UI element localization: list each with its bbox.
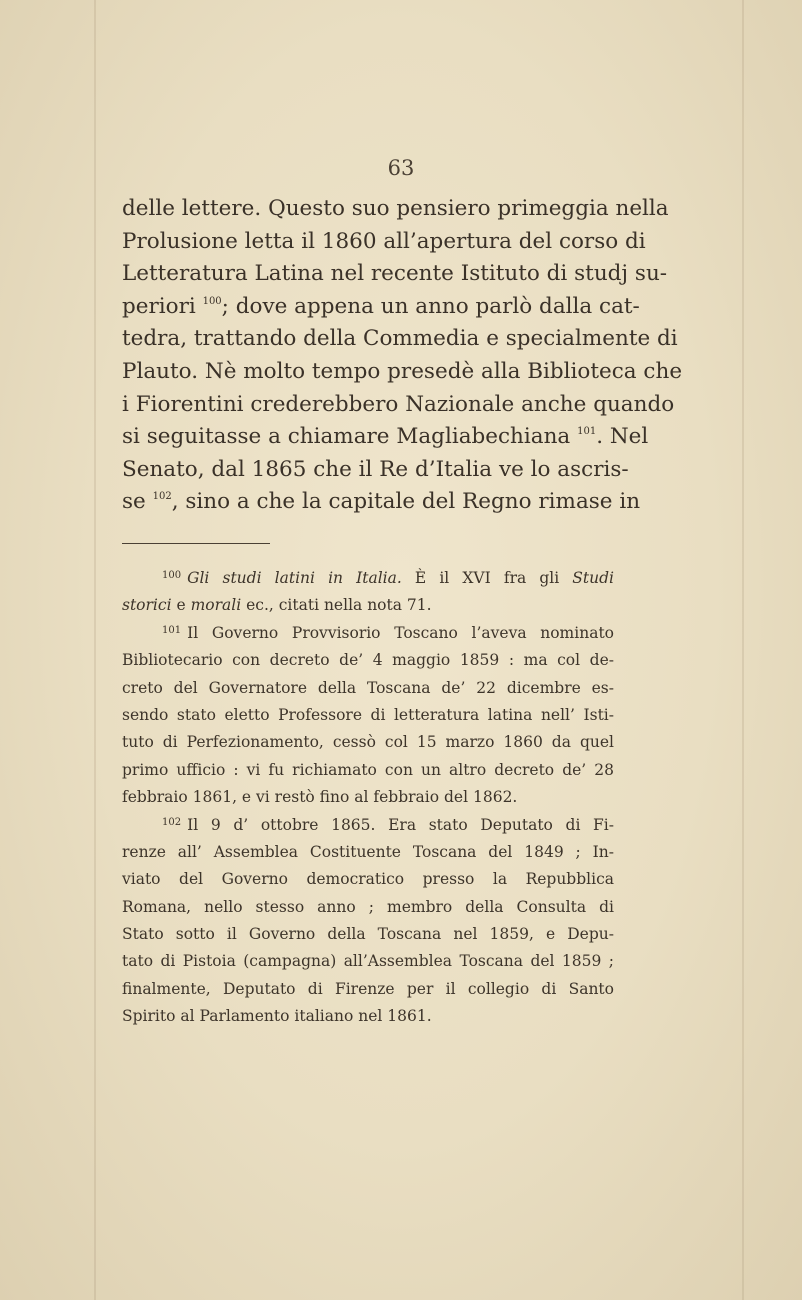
footnote-number: 101 <box>162 624 182 636</box>
page-fold-left <box>94 0 96 1300</box>
page-fold-right <box>742 0 744 1300</box>
footnote-italic: Gli studi latini in Italia. <box>187 569 402 587</box>
text-segment: , sino a che la capitale del Regno rimase in <box>171 489 641 515</box>
footnote-100-line <box>122 592 614 619</box>
footnote-101-line: Bibliotecario con decreto de’ 4 maggio 1859 : ma col de- <box>122 651 614 670</box>
footnote-101-line: creto del Governatore della Toscana de’ 22 dicembre es- <box>122 678 614 697</box>
page-number: 63 <box>387 156 415 180</box>
footnote-text: È il XVI fra gli <box>401 569 573 587</box>
text-line: Letteratura Latina nel recente Istituto di studj su- <box>122 261 668 287</box>
text-segment: se <box>122 489 153 515</box>
footnote-102-line: Romana, nello stesso anno ; membro della Consulta di <box>122 897 614 916</box>
footnote-101-line <box>122 620 614 647</box>
footnote-number: 100 <box>162 570 182 581</box>
footnote-ref-101[interactable]: 101 <box>577 426 597 438</box>
footnote-102-line: Stato sotto il Governo della Toscana nel 1859, e Depu- <box>122 925 614 944</box>
footnote-101-line: febbraio 1861, e vi restò fino al febbraio del 1862. <box>122 788 518 807</box>
text-segment: si seguitasse a chiamare Magliabechiana <box>122 424 578 450</box>
footnote-italic: Studi <box>572 569 614 587</box>
footnote-102-line: Spirito al Parlamento italiano nel 1861. <box>122 1007 432 1026</box>
footnote-separator <box>122 543 270 544</box>
text-segment: periori <box>122 293 203 319</box>
footnote-101-line: primo ufficio : vi fu richiamato con un altro decreto de’ 28 <box>122 760 614 779</box>
footnote-ref-100[interactable]: 100 <box>202 295 222 307</box>
text-line <box>122 291 640 324</box>
footnote-102-line: tato di Pistoia (campagna) all’Assemblea Toscana del 1859 ; <box>122 952 614 971</box>
text-line: Prolusione letta il 1860 all’apertura del corso di <box>122 228 646 254</box>
footnote-number: 102 <box>162 816 182 828</box>
main-text <box>122 193 683 519</box>
text-segment: . Nel <box>596 424 649 450</box>
text-segment: ; dove appena un anno parlò dalla cat- <box>221 293 640 319</box>
footnote-text: ec., citati nella nota 71. <box>241 596 432 615</box>
text-line <box>122 486 641 519</box>
text-line: Plauto. Nè molto tempo presedè alla Biblioteca che <box>122 358 683 384</box>
text-line: Senato, dal 1865 che il Re d’Italia ve lo ascris- <box>122 456 629 482</box>
footnote-102-line: renze all’ Assemblea Costituente Toscana del 1849 ; In- <box>122 842 614 861</box>
footnote-101-line: tuto di Perfezionamento, cessò col 15 marzo 1860 da quel <box>122 733 614 752</box>
footnote-text: e <box>171 596 191 615</box>
text-line <box>122 421 649 454</box>
footnote-italic: morali <box>190 596 242 615</box>
text-line: delle lettere. Questo suo pensiero primeggia nella <box>122 196 669 221</box>
footnote-ref-102[interactable]: 102 <box>152 491 172 503</box>
footnotes <box>122 565 614 1031</box>
footnote-102-line: viato del Governo democratico presso la Repubblica <box>122 870 614 889</box>
text-line: tedra, trattando della Commedia e specialmente di <box>122 326 678 352</box>
footnote-101-line: sendo stato eletto Professore di letteratura latina nell’ Isti- <box>122 705 614 724</box>
footnote-102-line: finalmente, Deputato di Firenze per il collegio di Santo <box>122 979 614 998</box>
footnote-102-line <box>122 812 614 839</box>
footnote-text: Il 9 d’ ottobre 1865. Era stato Deputato di Fi- <box>187 815 614 834</box>
footnote-text: Il Governo Provvisorio Toscano l’aveva nominato <box>187 623 614 642</box>
footnote-italic: storici <box>122 596 172 615</box>
footnote-100-line <box>122 565 614 592</box>
text-line: i Fiorentini crederebbero Nazionale anche quando <box>122 391 675 417</box>
